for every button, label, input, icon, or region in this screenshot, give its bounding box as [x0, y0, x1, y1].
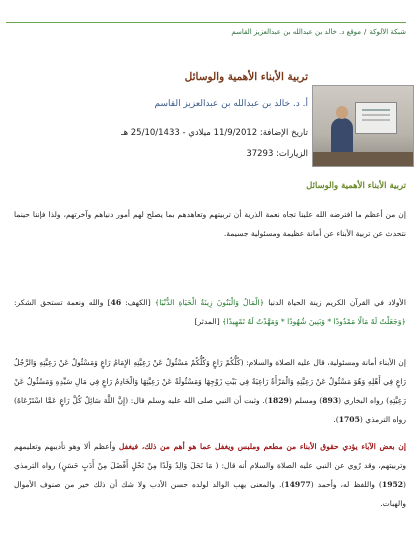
breadcrumb-site-link[interactable]: شبكة الألوكة [369, 28, 406, 36]
breadcrumb-section-link[interactable]: موقع د. خالد بن عبدالله بن عبدالعزيز القاسم [231, 28, 362, 36]
breadcrumb [6, 28, 406, 36]
article-subtitle: تربية الأبناء الأهمية والوسائل [306, 181, 406, 191]
paragraph-upbringing: إن بعض الآباء يؤدي حقوق الأبناء من مطعم وملبس ويغفل عما هو أهم من ذلك، فيغفل وأعظم ألا وهو تأديبهم وتعليمهم وتربيتهم، وقد رُوي عن النبي عليه الصلاة والسلام أنه قال: ( مَا نَحَلَ وَالِدٌ وَلَدًا مِنْ نَحْلٍ أَفْضَلَ مِنْ أَدَبٍ حَسَنٍ) رواه الترمذي (1952) واللفظ له، وأحمد (14977). والمعنى يهب الوالد لولده حسن الأدب ولا شك أن ذلك خير من صنوف الأموال والهبات. [14, 442, 407, 508]
quran-verse: ﴿الْمَالُ وَالْبَنُونَ زِينَةُ الْحَيَاةِ الدُّنْيَا﴾ [154, 298, 265, 307]
visit-count: الزيارات: 37293 [246, 149, 308, 159]
lecture-photo [312, 85, 414, 167]
paragraph-quran: الأولاد في القرآن الكريم زينة الحياة الدنيا ﴿الْمَالُ وَالْبَنُونَ زِينَةُ الْحَيَاةِ الدُّنْيَا﴾ [الكهف: 46] والله ونعمة تستحق الشكر: ﴿وَجَعَلْتُ لَهُ مَالًا مَمْدُودًا * وَبَنِينَ شُهُودًا * وَمَهَّدْتُ لَهُ تَمْهِيدًا﴾ [المدثر] [14, 298, 406, 326]
author-link[interactable]: أ. د. خالد بن عبدالله بن عبدالعزيز القاسم [154, 99, 308, 109]
article-title: تربية الأبناء الأهمية والوسائل [184, 71, 308, 83]
top-divider [6, 22, 406, 23]
breadcrumb-separator: / [364, 28, 367, 36]
paragraph-intro: إن من أعظم ما افترضه الله علينا تجاه نعمة الذرية أن تربيتهم وتعاهدهم بما يصلح لهم أمور دنياهم وآخرتهم، ولذا فإننا حينما نتحدث عن تربية الأبناء عن أمانة عظيمة ومسئولية جسيمة. [14, 210, 406, 238]
date-added: تاريخ الإضافة: 11/9/2012 ميلادي - 25/10/1433 هـ [121, 128, 308, 138]
paragraph-hadith: إن الأبناء أمانة ومسئولية، قال عليه الصلاة والسلام: (كُلُّكُمْ رَاعٍ وَكُلُّكُمْ مَسْئُولٌ عَنْ رَعِيَّتِهِ الإِمَامُ رَاعٍ وَمَسْئُولٌ عَنْ رَعِيَّتِهِ وَالرَّجُلُ رَاعٍ فِي أَهْلِهِ وَهُوَ مَسْئُولٌ عَنْ رَعِيَّتِهِ وَالْمَرْأَةُ رَاعِيَةٌ فِي بَيْتِ زَوْجِهَا وَمَسْئُولَةٌ عَنْ رَعِيَّتِهَا وَالْخَادِمُ رَاعٍ فِي مَالِ سَيِّدِهِ وَمَسْئُولٌ عَنْ رَعِيَّتِهِ) رواه البخاري (893) ومسلم (1829). وثبت أن النبي صلى الله عليه وسلم قال: (إِنَّ اللَّهَ سَائِلٌ كُلَّ رَاعٍ عَمَّا اسْتَرْعَاهُ) رواه الترمذي (1705). [14, 358, 406, 424]
quran-verse: ﴿وَجَعَلْتُ لَهُ مَالًا مَمْدُودًا * وَبَنِينَ شُهُودًا * وَمَهَّدْتُ لَهُ تَمْهِيدًا﴾ [222, 317, 406, 326]
highlighted-warning: إن بعض الآباء يؤدي حقوق الأبناء من مطعم وملبس ويغفل عما هو أهم من ذلك، فيغفل [118, 442, 406, 451]
